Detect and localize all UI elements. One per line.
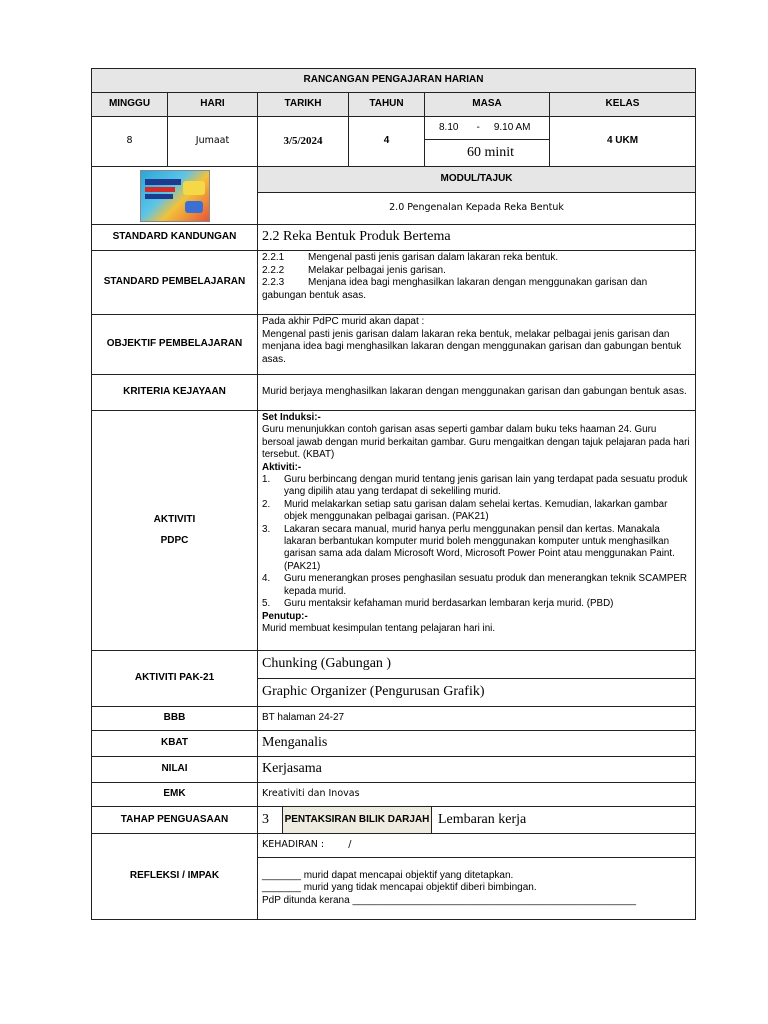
emk-value: Kreativiti dan Inovas: [258, 783, 696, 807]
standard-kandungan-label: STANDARD KANDUNGAN: [92, 225, 258, 251]
masa-start: 8.10: [439, 121, 459, 133]
list-item: 2. Murid melakarkan setiap satu garisan dalam sehelai kertas. Kemudian, lakarkan gambar objek menggunakan pelbagai garisan. (PAK21): [262, 498, 668, 523]
value-hari: Jumaat: [168, 117, 258, 167]
list-item: 5. Guru mentaksir kefahaman murid berdasarkan lembaran kerja murid. (PBD): [262, 598, 614, 610]
set-induksi-title: Set Induksi:-: [262, 412, 321, 423]
penutup-text: Murid membuat kesimpulan tentang pelajaran hari ini.: [262, 622, 496, 634]
objektif-label: OBJEKTIF PEMBELAJARAN: [92, 315, 258, 375]
refleksi-label: REFLEKSI / IMPAK: [92, 834, 258, 920]
value-minggu: 8: [92, 117, 168, 167]
bbb-value: BT halaman 24-27: [258, 707, 696, 731]
modul-label: MODUL/TAJUK: [258, 167, 696, 193]
standard-pembelajaran-list: [262, 252, 691, 302]
value-masa: [425, 117, 550, 167]
penutup-title: Penutup:-: [262, 610, 308, 622]
masa-dash: -: [476, 121, 480, 133]
header-kelas: KELAS: [550, 93, 696, 117]
masa-duration: 60 minit: [467, 144, 515, 160]
masa-time-range: [425, 117, 549, 140]
tahap-value: 3: [258, 807, 283, 833]
refleksi-line-2: _______ murid yang tidak mencapai objektif diberi bimbingan.: [262, 882, 537, 894]
aktiviti-label-line1: AKTIVITI: [153, 513, 196, 525]
pak21-item-2: Graphic Organizer (Pengurusan Grafik): [258, 679, 696, 707]
pak21-item-1: Chunking (Gabungan ): [258, 651, 696, 679]
pentaksiran-value: Lembaran kerja: [438, 811, 527, 827]
standard-kandungan-value: 2.2 Reka Bentuk Produk Bertema: [258, 225, 696, 251]
header-hari: HARI: [168, 93, 258, 117]
list-item: 2.2.3 Menjana idea bagi menghasilkan lakaran dengan menggunakan garisan dan gabungan bentuk asas.: [262, 277, 648, 301]
value-tahun: 4: [349, 117, 425, 167]
standard-pembelajaran-value: [258, 251, 696, 315]
header-masa: MASA: [425, 93, 550, 117]
textbook-cover-cell: [92, 167, 258, 225]
aktiviti-label-line2: PDPC: [160, 534, 189, 546]
kriteria-value: Murid berjaya menghasilkan lakaran dengan menggunakan garisan dan gabungan bentuk asas.: [258, 375, 696, 411]
header-tarikh: TARIKH: [258, 93, 349, 117]
page-title: RANCANGAN PENGAJARAN HARIAN: [92, 69, 696, 93]
objektif-value: [258, 315, 696, 375]
set-induksi-text: Guru menunjukkan contoh garisan asas seperti gambar dalam buku teks haaman 24. Guru bersoal jawab dengan murid berkaitan gambar. Guru mengaitkan dengan tajuk pelajaran pada hari tersebut. (KBAT): [262, 424, 690, 461]
refleksi-line-1: _______ murid dapat mencapai objektif yang ditetapkan.: [262, 869, 514, 881]
objektif-text: Mengenal pasti jenis garisan dalam lakaran reka bentuk, melakar pelbagai jenis garisan dan menjana idea bagi menghasilkan lakaran dengan menggunakan garisan dan gabungan bentuk asas.: [262, 328, 682, 365]
list-item: 1. Guru berbincang dengan murid tentang jenis garisan lain yang terdapat pada sesuatu produk yang dipilih atau yang terdapat di sekeliling murid.: [262, 474, 688, 498]
kriteria-label: KRITERIA KEJAYAAN: [92, 375, 258, 411]
list-item: 2.2.2 Melakar pelbagai jenis garisan.: [262, 264, 446, 276]
aktiviti-value: [258, 411, 696, 651]
textbook-cover-image: [140, 170, 210, 222]
objektif-intro: Pada akhir PdPC murid akan dapat :: [262, 316, 425, 327]
masa-end: 9.10 AM: [493, 121, 531, 133]
list-item: 4. Guru menerangkan proses penghasilan sesuatu produk dan menerangkan teknik SCAMPER kepada murid.: [262, 573, 687, 597]
tahap-row: [258, 807, 696, 834]
value-tarikh: 3/5/2024: [258, 117, 349, 167]
kbat-value: Menganalis: [258, 731, 696, 757]
modul-value: 2.0 Pengenalan Kepada Reka Bentuk: [258, 193, 696, 225]
standard-pembelajaran-label: STANDARD PEMBELAJARAN: [92, 251, 258, 315]
rph-table: [91, 68, 696, 920]
nilai-value: Kerjasama: [258, 757, 696, 783]
bbb-label: BBB: [92, 707, 258, 731]
list-item: 3. Lakaran secara manual, murid hanya perlu menggunakan pensil dan kertas. Manakala lakaran berbantukan komputer murid boleh menggunakan komputer untuk menghasilkan garisan sama ada dalam Microsoft Word, Microsoft Power Point atau menggunakan Paint. (PAK21): [262, 523, 675, 572]
aktiviti-steps: [262, 474, 691, 610]
kehadiran: KEHADIRAN : /: [258, 834, 696, 858]
emk-label: EMK: [92, 783, 258, 807]
list-item: 2.2.1 Mengenal pasti jenis garisan dalam lakaran reka bentuk.: [262, 252, 559, 263]
value-kelas: 4 UKM: [550, 117, 696, 167]
refleksi-lines: [258, 858, 696, 920]
tahap-label: TAHAP PENGUASAAN: [92, 807, 258, 834]
aktiviti-title: Aktiviti:-: [262, 461, 302, 473]
header-minggu: MINGGU: [92, 93, 168, 117]
pentaksiran-label: PENTAKSIRAN BILIK DARJAH: [283, 807, 432, 833]
kbat-label: KBAT: [92, 731, 258, 757]
refleksi-line-3: PdP ditunda kerana ___________________________________________________: [262, 894, 637, 906]
aktiviti-label: [92, 411, 258, 651]
pak21-label: AKTIVITI PAK-21: [92, 651, 258, 707]
header-tahun: TAHUN: [349, 93, 425, 117]
nilai-label: NILAI: [92, 757, 258, 783]
